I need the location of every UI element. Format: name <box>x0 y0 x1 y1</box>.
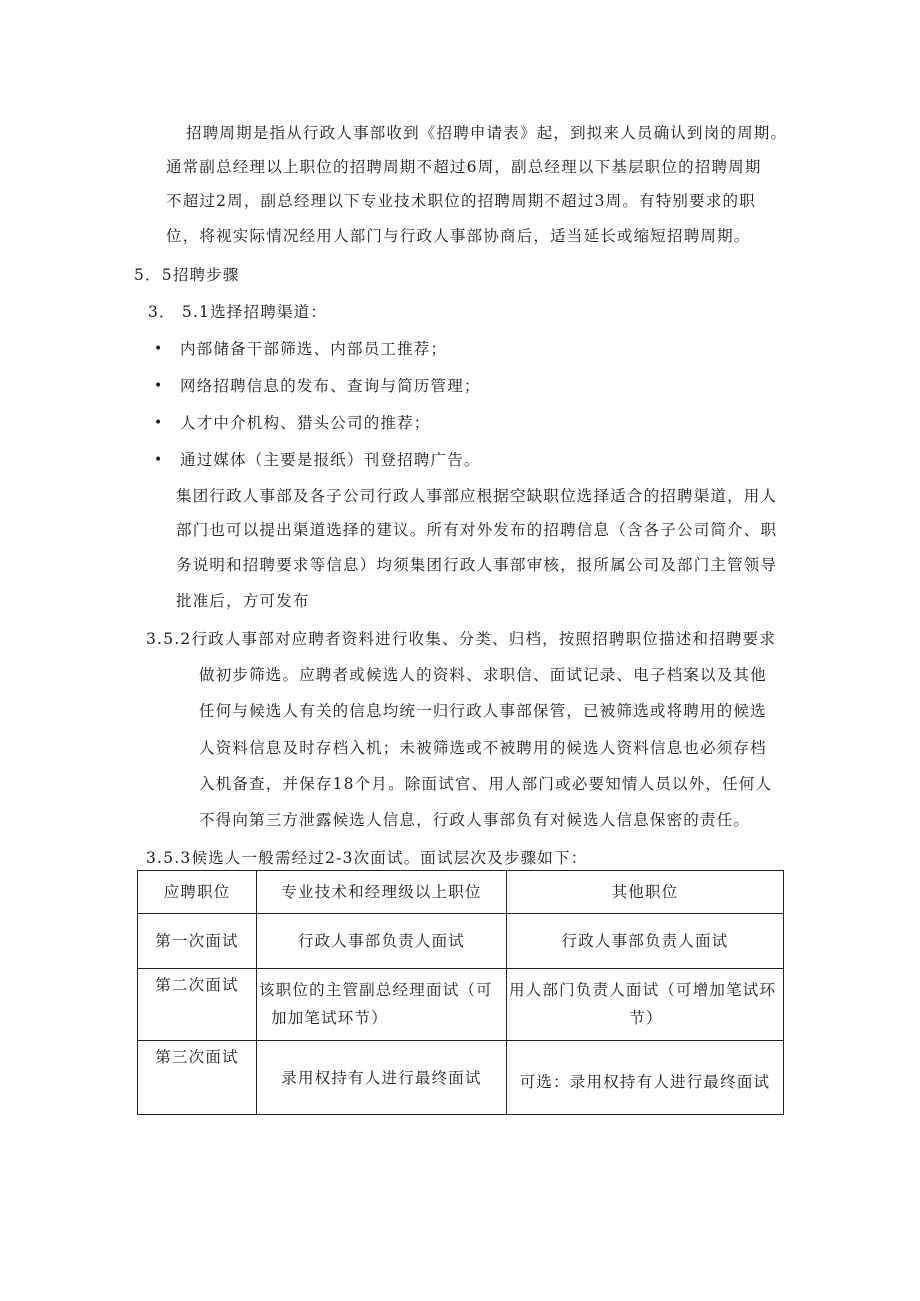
table-row <box>138 1041 784 1115</box>
table-row <box>138 969 784 1041</box>
section-3-5-3-heading: 3.5.3候选人一般需经过2-3次面试。面试层次及步骤如下： <box>146 849 588 867</box>
stage-cell: 第三次面试 <box>138 1041 257 1115</box>
tech-cell <box>257 969 507 1041</box>
channel-item-label: 人才中介机构、猎头公司的推荐； <box>180 414 431 432</box>
section-3-5-2-line-5: 入机备查，并保存18个月。除面试官、用人部门或必要知情人员以外，任何人 <box>199 775 773 793</box>
cell-line: 录用权持有人进行最终面试 <box>281 1069 482 1087</box>
section-5-5-heading: 5．5招聘步骤 <box>134 266 240 284</box>
header-position: 应聘职位 <box>138 871 257 914</box>
interview-steps-table <box>137 870 784 1115</box>
channel-body-line-1: 集团行政人事部及各子公司行政人事部应根据空缺职位选择适合的招聘渠道，用人 <box>176 487 778 505</box>
section-3-5-2-line-1: 3.5.2行政人事部对应聘者资料进行收集、分类、归档，按照招聘职位描述和招聘要求 <box>146 630 776 648</box>
section-3-5-1-heading: 3． 5.1选择招聘渠道： <box>148 303 328 321</box>
cell-line: 行政人事部负责人面试 <box>297 932 465 950</box>
channel-body-line-4: 批准后，方可发布 <box>176 592 310 610</box>
channel-body-line-3: 务说明和招聘要求等信息）均须集团行政人事部审核，报所属公司及部门主管领导 <box>176 556 778 574</box>
bullet-dot: • <box>154 415 164 431</box>
stage-cell: 第二次面试 <box>138 969 257 1041</box>
cycle-line-3: 不超过2周，副总经理以下专业技术职位的招聘周期不超过3周。有特别要求的职 <box>166 192 756 210</box>
other-cell <box>507 914 784 969</box>
cell-line: 行政人事部负责人面试 <box>561 932 729 950</box>
cell-line: 加加笔试环节） <box>271 1009 388 1027</box>
channel-item-label: 网络招聘信息的发布、查询与简历管理； <box>180 377 481 395</box>
cycle-line-1: 招聘周期是指从行政人事部收到《招聘申请表》起，到拟来人员确认到岗的周期。 <box>186 124 788 142</box>
channel-item-label: 内部储备干部筛选、内部员工推荐； <box>180 340 448 358</box>
section-3-5-2-line-4: 人资料信息及时存档入机；未被筛选或不被聘用的候选人资料信息也必须存档 <box>199 739 767 757</box>
cycle-line-4: 位，将视实际情况经用人部门与行政人事部协商后，适当延长或缩短招聘周期。 <box>166 227 751 245</box>
header-tech-manager: 专业技术和经理级以上职位 <box>257 871 507 914</box>
cycle-line-2: 通常副总经理以上职位的招聘周期不超过6周，副总经理以下基层职位的招聘周期 <box>166 158 762 176</box>
cell-line: 该职位的主管副总经理面试（可 <box>259 981 493 999</box>
header-other: 其他职位 <box>507 871 784 914</box>
cell-line: 用人部门负责人面试（可增加笔试环 <box>509 981 777 999</box>
bullet-dot: • <box>154 378 164 394</box>
tech-cell <box>257 1041 507 1115</box>
cell-line: 节） <box>629 1009 663 1027</box>
channel-body-line-2: 部门也可以提出渠道选择的建议。所有对外发布的招聘信息（含各子公司简介、职 <box>176 521 778 539</box>
section-3-5-2-line-2: 做初步筛选。应聘者或候选人的资料、求职信、面试记录、电子档案以及其他 <box>199 666 767 684</box>
bullet-dot: • <box>154 452 164 468</box>
other-cell <box>507 969 784 1041</box>
cell-line: 可选：录用权持有人进行最终面试 <box>519 1073 771 1091</box>
channel-item-label: 通过媒体（主要是报纸）刊登招聘广告。 <box>180 451 481 469</box>
section-3-5-2-line-3: 任何与候选人有关的信息均统一归行政人事部保管，已被筛选或将聘用的候选 <box>199 702 767 720</box>
table-header-row <box>138 871 784 914</box>
table-row <box>138 914 784 969</box>
other-cell <box>507 1041 784 1115</box>
stage-cell: 第一次面试 <box>138 914 257 969</box>
bullet-dot: • <box>154 341 164 357</box>
tech-cell <box>257 914 507 969</box>
section-3-5-2-line-6: 不得向第三方泄露候选人信息，行政人事部负有对候选人信息保密的责任。 <box>199 811 751 829</box>
